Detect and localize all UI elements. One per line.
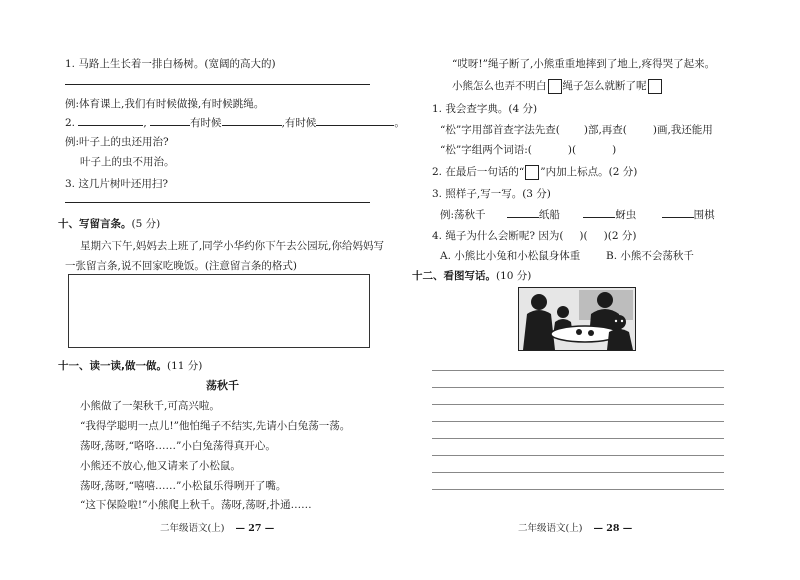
- writing-line-7[interactable]: [432, 472, 724, 473]
- rq1-line1: [440, 122, 713, 137]
- story-cont-2a: 小熊怎么也弄不明白: [452, 80, 547, 92]
- section11-score: (11 分): [167, 360, 203, 372]
- note-writing-box[interactable]: [68, 274, 370, 348]
- story-line-2: “我得学聪明一点儿!”他怕绳子不结实,先请小白兔荡一荡。: [80, 420, 351, 432]
- story-line-5: 荡呀,荡呀,“嘻嘻……”小松鼠乐得咧开了嘴。: [80, 480, 287, 492]
- rq1-line2: [440, 142, 616, 157]
- rq3-item-1: 纸船: [538, 209, 560, 221]
- rq3-item-2: 蚜虫: [615, 209, 637, 221]
- punctuation-box-1[interactable]: [548, 79, 562, 94]
- family-dinner-illustration: [518, 287, 636, 351]
- right-footer-text: 二年级语文(上): [518, 523, 583, 534]
- story-line-6: “这下保险啦!”小熊爬上秋千。荡呀,荡呀,扑通……: [80, 499, 312, 511]
- section12-heading: [412, 268, 531, 283]
- rq1-line2-b: )(: [567, 144, 577, 156]
- left-page-number: — 27 —: [235, 523, 275, 534]
- writing-line-2[interactable]: [432, 387, 724, 388]
- q2-prefix: 2.: [65, 117, 76, 129]
- right-page-number: — 28 —: [593, 523, 633, 534]
- rq3-blank-3[interactable]: [662, 217, 694, 218]
- rq3-item-3: 围棋: [693, 209, 715, 221]
- story-cont-2b: 绳子怎么就断了呢: [562, 80, 647, 92]
- rq1-line1-a: “松”字用部首查字法先查(: [440, 124, 560, 136]
- rq3-example: 例:荡秋千: [440, 209, 486, 221]
- section12-score: (10 分): [496, 270, 532, 282]
- rq3-heading: 3. 照样子,写一写。(3 分): [432, 188, 551, 200]
- rq4-c: )(2 分): [603, 230, 637, 242]
- section12-title: 十二、看图写话。: [412, 270, 496, 282]
- q1-sentence: 1. 马路上生长着一排白杨树。(宽阔的高大的): [65, 58, 276, 70]
- writing-line-5[interactable]: [432, 438, 724, 439]
- story-line-4: 小熊还不放心,他又请来了小松鼠。: [80, 460, 241, 472]
- q2-blank-1[interactable]: [78, 125, 143, 126]
- rq3-blank-2[interactable]: [583, 217, 615, 218]
- section11-heading: [58, 358, 202, 373]
- q2-blank-3[interactable]: [222, 125, 282, 126]
- rq3-blank-1[interactable]: [507, 217, 539, 218]
- section10-title: 十、写留言条。: [58, 218, 132, 230]
- q2-mid3: ,有时候: [281, 117, 317, 129]
- rq4-option-b: B. 小熊不会荡秋千: [606, 250, 694, 262]
- q3-question: 3. 这几片树叶还用扫?: [65, 178, 168, 190]
- rq2-b: ”内加上标点。(2 分): [540, 166, 638, 178]
- section10-score: (5 分): [131, 218, 161, 230]
- section10-text-2: 一张留言条,说不回家吃晚饭。(注意留言条的格式): [65, 260, 298, 272]
- punctuation-box-2[interactable]: [648, 79, 662, 94]
- rq4-b: )(: [579, 230, 588, 242]
- q2-mid1: ,: [143, 117, 147, 129]
- section11-title: 十一、读一读,做一做。: [58, 360, 167, 372]
- rq1-heading: 1. 我会查字典。(4 分): [432, 103, 538, 115]
- rq2-a: 2. 在最后一句话的“: [432, 166, 525, 178]
- q2-example-1: 例:叶子上的虫还用治?: [65, 136, 169, 148]
- left-footer: [160, 520, 274, 534]
- writing-line-3[interactable]: [432, 404, 724, 405]
- q2-fill-sentence: [65, 115, 405, 130]
- right-footer: [518, 520, 632, 534]
- rq1-line2-c: ): [612, 144, 617, 156]
- story-line-3: 荡呀,荡呀,“咯咯……”小白兔荡得真开心。: [80, 440, 276, 452]
- rq1-line1-c: )画,我还能用: [652, 124, 713, 136]
- family-dinner-svg: [519, 288, 635, 350]
- q1-answer-line[interactable]: [65, 84, 370, 85]
- writing-line-1[interactable]: [432, 370, 724, 371]
- left-footer-text: 二年级语文(上): [160, 523, 225, 534]
- rq4-option-a: A. 小熊比小兔和小松鼠身体重: [440, 250, 581, 262]
- section10-text-1: 星期六下午,妈妈去上班了,同学小华约你下午去公园玩,你给妈妈写: [80, 240, 385, 252]
- rq4-line: [432, 228, 636, 243]
- rq1-line2-a: “松”字组两个词语:(: [440, 144, 532, 156]
- q2-mid2: 有时候: [190, 117, 222, 129]
- writing-line-8[interactable]: [432, 489, 724, 490]
- q2-blank-4[interactable]: [316, 125, 394, 126]
- q2-blank-2[interactable]: [150, 125, 190, 126]
- rq3-row: [440, 207, 715, 222]
- story-title: 荡秋千: [206, 379, 239, 392]
- story-continued-2: [452, 78, 663, 94]
- q3-answer-line[interactable]: [65, 202, 370, 203]
- writing-line-4[interactable]: [432, 421, 724, 422]
- rq1-line1-b: )部,再查(: [583, 124, 627, 136]
- q2-example-2: 叶子上的虫不用治。: [80, 156, 175, 168]
- story-continued-1: “哎呀!”绳子断了,小熊重重地摔到了地上,疼得哭了起来。: [452, 58, 716, 70]
- writing-line-6[interactable]: [432, 455, 724, 456]
- story-line-1: 小熊做了一架秋千,可高兴啦。: [80, 400, 220, 412]
- q2-end: 。: [394, 117, 405, 129]
- rq2-box: [525, 165, 539, 180]
- rq2-line: [432, 164, 637, 180]
- q1-example: 例:体育课上,我们有时候做操,有时候跳绳。: [65, 98, 265, 110]
- rq4-a: 4. 绳子为什么会断呢? 因为(: [432, 230, 564, 242]
- section10-heading: [58, 216, 160, 231]
